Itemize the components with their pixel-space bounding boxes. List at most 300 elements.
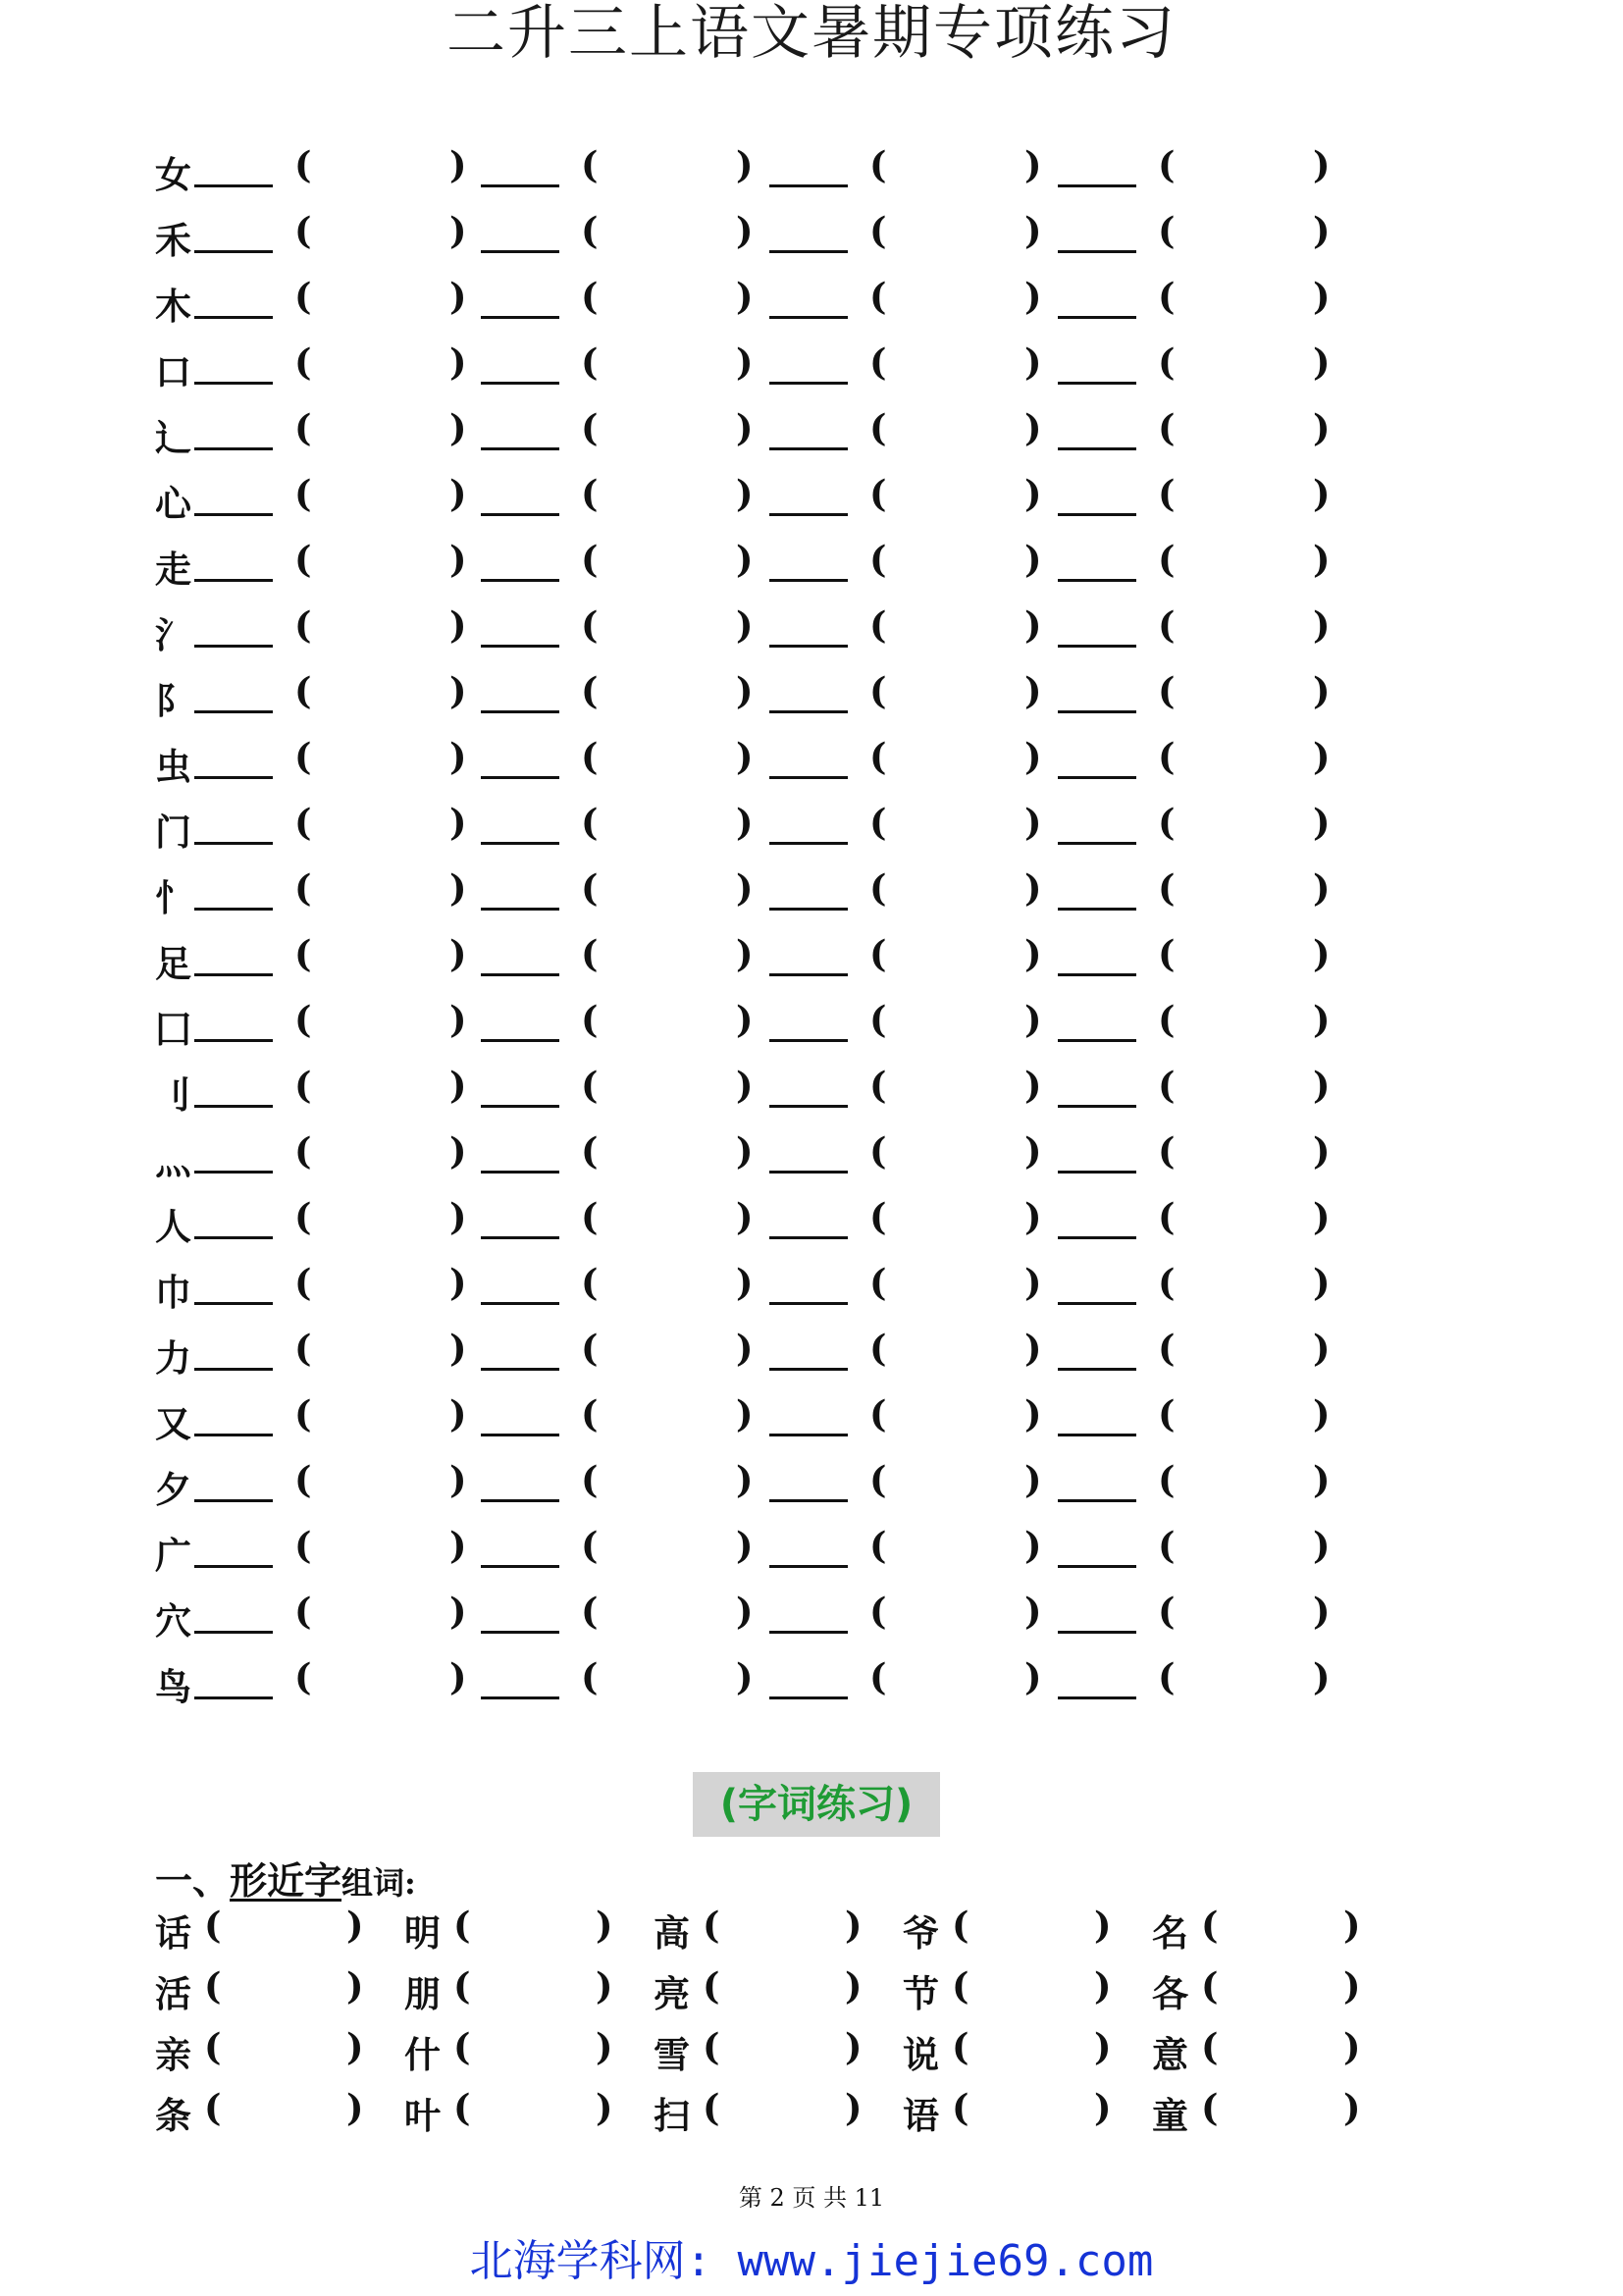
paren-close: ) bbox=[449, 406, 467, 449]
paren-open: ( bbox=[703, 2025, 720, 2068]
paren-close: ) bbox=[1024, 1261, 1042, 1304]
answer-blank[interactable] bbox=[769, 1499, 848, 1502]
radical-row bbox=[155, 331, 1431, 396]
question-suffix: 组词: bbox=[341, 1864, 416, 1902]
paren-close: ) bbox=[1313, 406, 1331, 449]
answer-blank[interactable] bbox=[481, 1631, 559, 1634]
answer-blank[interactable] bbox=[1058, 447, 1136, 450]
paren-open: ( bbox=[294, 1458, 312, 1501]
paren-close: ) bbox=[1313, 1261, 1331, 1304]
paren-open: ( bbox=[952, 1964, 969, 2008]
paren-close: ) bbox=[449, 735, 467, 778]
answer-blank[interactable] bbox=[769, 842, 848, 845]
paren-close: ) bbox=[449, 1195, 467, 1238]
paren-close: ) bbox=[1313, 1064, 1331, 1107]
paren-close: ) bbox=[736, 406, 754, 449]
paren-open: ( bbox=[869, 1261, 887, 1304]
answer-blank[interactable] bbox=[481, 579, 559, 582]
answer-blank[interactable] bbox=[1058, 842, 1136, 845]
paren-open: ( bbox=[869, 209, 887, 252]
answer-blank[interactable] bbox=[194, 1039, 273, 1042]
radical-char: 刂 bbox=[155, 1073, 191, 1117]
answer-blank[interactable] bbox=[769, 579, 848, 582]
paren-open: ( bbox=[869, 406, 887, 449]
paren-open: ( bbox=[204, 1904, 222, 1947]
paren-close: ) bbox=[736, 143, 754, 186]
paren-close: ) bbox=[449, 1261, 467, 1304]
answer-blank[interactable] bbox=[481, 250, 559, 253]
answer-blank[interactable] bbox=[194, 1302, 273, 1305]
radical-row bbox=[155, 791, 1431, 857]
paren-open: ( bbox=[869, 801, 887, 844]
paren-open: ( bbox=[294, 209, 312, 252]
paren-close: ) bbox=[1024, 1064, 1042, 1107]
paren-close: ) bbox=[449, 1524, 467, 1567]
answer-blank[interactable] bbox=[1058, 382, 1136, 385]
paren-close: ) bbox=[736, 1129, 754, 1173]
answer-blank[interactable] bbox=[769, 1302, 848, 1305]
answer-blank[interactable] bbox=[194, 184, 273, 187]
paren-open: ( bbox=[1158, 1458, 1176, 1501]
paren-close: ) bbox=[1024, 340, 1042, 384]
answer-blank[interactable] bbox=[769, 447, 848, 450]
answer-blank[interactable] bbox=[1058, 973, 1136, 976]
paren-open: ( bbox=[204, 2086, 222, 2129]
paren-open: ( bbox=[869, 472, 887, 515]
paren-open: ( bbox=[869, 1064, 887, 1107]
paren-close: ) bbox=[736, 1524, 754, 1567]
answer-blank[interactable] bbox=[769, 776, 848, 779]
radical-row bbox=[155, 1251, 1431, 1317]
answer-blank[interactable] bbox=[194, 908, 273, 911]
answer-blank[interactable] bbox=[481, 710, 559, 713]
answer-blank[interactable] bbox=[194, 316, 273, 319]
paren-close: ) bbox=[346, 2086, 364, 2129]
paren-close: ) bbox=[1313, 1327, 1331, 1370]
paren-open: ( bbox=[1158, 538, 1176, 581]
paren-close: ) bbox=[1024, 1195, 1042, 1238]
answer-blank[interactable] bbox=[1058, 1434, 1136, 1436]
word-char: 说 bbox=[903, 2033, 939, 2076]
answer-blank[interactable] bbox=[1058, 1302, 1136, 1305]
answer-blank[interactable] bbox=[769, 184, 848, 187]
paren-close: ) bbox=[1024, 669, 1042, 712]
paren-close: ) bbox=[449, 275, 467, 318]
word-char: 什 bbox=[404, 2033, 441, 2076]
answer-blank[interactable] bbox=[769, 1039, 848, 1042]
answer-blank[interactable] bbox=[481, 973, 559, 976]
paren-close: ) bbox=[1024, 472, 1042, 515]
answer-blank[interactable] bbox=[481, 1696, 559, 1699]
section-header: (字词练习) bbox=[693, 1772, 940, 1837]
answer-blank[interactable] bbox=[1058, 1565, 1136, 1568]
paren-close: ) bbox=[845, 2025, 863, 2068]
paren-close: ) bbox=[449, 209, 467, 252]
paren-close: ) bbox=[1313, 340, 1331, 384]
radical-row bbox=[155, 725, 1431, 791]
paren-close: ) bbox=[1024, 1458, 1042, 1501]
word-char: 条 bbox=[155, 2094, 191, 2137]
paren-close: ) bbox=[449, 1590, 467, 1633]
paren-open: ( bbox=[869, 932, 887, 975]
paren-open: ( bbox=[294, 538, 312, 581]
answer-blank[interactable] bbox=[194, 842, 273, 845]
answer-blank[interactable] bbox=[769, 316, 848, 319]
paren-close: ) bbox=[1024, 143, 1042, 186]
answer-blank[interactable] bbox=[481, 1302, 559, 1305]
paren-open: ( bbox=[869, 538, 887, 581]
paren-close: ) bbox=[346, 1904, 364, 1947]
paren-open: ( bbox=[294, 406, 312, 449]
radical-char: 穴 bbox=[155, 1599, 191, 1643]
paren-open: ( bbox=[294, 472, 312, 515]
paren-open: ( bbox=[952, 1904, 969, 1947]
paren-close: ) bbox=[1313, 538, 1331, 581]
paren-open: ( bbox=[581, 340, 599, 384]
paren-open: ( bbox=[1158, 603, 1176, 647]
paren-open: ( bbox=[453, 1964, 471, 2008]
word-char: 扫 bbox=[654, 2094, 690, 2137]
paren-close: ) bbox=[1313, 1524, 1331, 1567]
site-watermark: 北海学科网: www.jiejie69.com bbox=[469, 2236, 1154, 2286]
answer-blank[interactable] bbox=[481, 908, 559, 911]
answer-blank[interactable] bbox=[481, 316, 559, 319]
radical-char: 忄 bbox=[155, 876, 191, 919]
paren-close: ) bbox=[736, 801, 754, 844]
paren-open: ( bbox=[1158, 1524, 1176, 1567]
radical-row bbox=[155, 594, 1431, 659]
answer-blank[interactable] bbox=[194, 1565, 273, 1568]
answer-blank[interactable] bbox=[769, 1171, 848, 1174]
paren-open: ( bbox=[581, 735, 599, 778]
paren-open: ( bbox=[952, 2086, 969, 2129]
paren-open: ( bbox=[581, 1327, 599, 1370]
page-title: 二升三上语文暑期专项练习 bbox=[446, 0, 1177, 68]
word-char: 名 bbox=[1152, 1911, 1188, 1955]
answer-blank[interactable] bbox=[769, 1434, 848, 1436]
answer-blank[interactable] bbox=[769, 1631, 848, 1634]
paren-open: ( bbox=[294, 1195, 312, 1238]
word-char: 亮 bbox=[654, 1972, 690, 2015]
paren-close: ) bbox=[1024, 406, 1042, 449]
answer-blank[interactable] bbox=[1058, 1171, 1136, 1174]
answer-blank[interactable] bbox=[194, 250, 273, 253]
paren-open: ( bbox=[869, 669, 887, 712]
paren-close: ) bbox=[1313, 1392, 1331, 1435]
answer-blank[interactable] bbox=[769, 513, 848, 516]
answer-blank[interactable] bbox=[769, 645, 848, 648]
answer-blank[interactable] bbox=[481, 1368, 559, 1371]
answer-blank[interactable] bbox=[1058, 1105, 1136, 1108]
paren-close: ) bbox=[1313, 1458, 1331, 1501]
answer-blank[interactable] bbox=[194, 513, 273, 516]
answer-blank[interactable] bbox=[481, 776, 559, 779]
answer-blank[interactable] bbox=[481, 382, 559, 385]
paren-close: ) bbox=[1313, 735, 1331, 778]
paren-open: ( bbox=[1158, 932, 1176, 975]
answer-blank[interactable] bbox=[194, 710, 273, 713]
paren-open: ( bbox=[1158, 669, 1176, 712]
answer-blank[interactable] bbox=[481, 447, 559, 450]
answer-blank[interactable] bbox=[194, 1236, 273, 1239]
radical-char: 女 bbox=[155, 153, 191, 196]
paren-open: ( bbox=[1158, 998, 1176, 1041]
paren-open: ( bbox=[453, 1904, 471, 1947]
answer-blank[interactable] bbox=[769, 1565, 848, 1568]
paren-close: ) bbox=[736, 1261, 754, 1304]
radical-row bbox=[155, 396, 1431, 462]
paren-close: ) bbox=[1024, 1524, 1042, 1567]
paren-close: ) bbox=[1094, 2025, 1112, 2068]
paren-close: ) bbox=[1094, 2086, 1112, 2129]
paren-close: ) bbox=[346, 2025, 364, 2068]
answer-blank[interactable] bbox=[1058, 1039, 1136, 1042]
answer-blank[interactable] bbox=[481, 184, 559, 187]
paren-open: ( bbox=[294, 340, 312, 384]
paren-close: ) bbox=[1024, 1392, 1042, 1435]
radical-row bbox=[155, 857, 1431, 922]
paren-close: ) bbox=[449, 340, 467, 384]
radical-char: 氵 bbox=[155, 613, 191, 656]
paren-open: ( bbox=[1158, 1064, 1176, 1107]
answer-blank[interactable] bbox=[481, 645, 559, 648]
paren-close: ) bbox=[1024, 1590, 1042, 1633]
paren-close: ) bbox=[736, 1327, 754, 1370]
paren-open: ( bbox=[1158, 1392, 1176, 1435]
paren-open: ( bbox=[294, 143, 312, 186]
radical-row bbox=[155, 1645, 1431, 1711]
answer-blank[interactable] bbox=[1058, 1368, 1136, 1371]
radical-row bbox=[155, 1383, 1431, 1448]
word-char: 亲 bbox=[155, 2033, 191, 2076]
answer-blank[interactable] bbox=[769, 382, 848, 385]
radical-char: 走 bbox=[155, 548, 191, 591]
paren-open: ( bbox=[1158, 801, 1176, 844]
paren-open: ( bbox=[581, 801, 599, 844]
word-char: 童 bbox=[1152, 2094, 1188, 2137]
paren-close: ) bbox=[1313, 472, 1331, 515]
paren-close: ) bbox=[596, 2025, 613, 2068]
paren-close: ) bbox=[736, 538, 754, 581]
answer-blank[interactable] bbox=[769, 710, 848, 713]
word-char: 朋 bbox=[404, 1972, 441, 2015]
paren-open: ( bbox=[294, 1064, 312, 1107]
radical-row bbox=[155, 659, 1431, 725]
paren-open: ( bbox=[294, 932, 312, 975]
paren-open: ( bbox=[1158, 1195, 1176, 1238]
answer-blank[interactable] bbox=[1058, 1499, 1136, 1502]
answer-blank[interactable] bbox=[481, 1434, 559, 1436]
answer-blank[interactable] bbox=[769, 973, 848, 976]
paren-open: ( bbox=[581, 1655, 599, 1698]
answer-blank[interactable] bbox=[194, 579, 273, 582]
word-char: 话 bbox=[155, 1911, 191, 1955]
paren-open: ( bbox=[1158, 340, 1176, 384]
radical-row bbox=[155, 1317, 1431, 1383]
paren-open: ( bbox=[581, 1590, 599, 1633]
radical-row bbox=[155, 199, 1431, 265]
radical-char: 鸟 bbox=[155, 1665, 191, 1708]
paren-open: ( bbox=[703, 2086, 720, 2129]
paren-close: ) bbox=[1313, 1195, 1331, 1238]
answer-blank[interactable] bbox=[481, 1171, 559, 1174]
answer-blank[interactable] bbox=[194, 1499, 273, 1502]
answer-blank[interactable] bbox=[481, 1565, 559, 1568]
answer-blank[interactable] bbox=[194, 1696, 273, 1699]
paren-close: ) bbox=[449, 669, 467, 712]
answer-blank[interactable] bbox=[194, 382, 273, 385]
paren-close: ) bbox=[736, 866, 754, 910]
paren-close: ) bbox=[449, 1392, 467, 1435]
paren-close: ) bbox=[1313, 143, 1331, 186]
answer-blank[interactable] bbox=[194, 776, 273, 779]
radical-char: 人 bbox=[155, 1205, 191, 1248]
paren-close: ) bbox=[736, 998, 754, 1041]
answer-blank[interactable] bbox=[481, 1236, 559, 1239]
paren-close: ) bbox=[1313, 669, 1331, 712]
paren-open: ( bbox=[581, 538, 599, 581]
answer-blank[interactable] bbox=[194, 1434, 273, 1436]
paren-open: ( bbox=[581, 209, 599, 252]
paren-open: ( bbox=[294, 866, 312, 910]
paren-open: ( bbox=[703, 1964, 720, 2008]
question-emphasis: 形近字 bbox=[230, 1858, 342, 1903]
paren-close: ) bbox=[1024, 998, 1042, 1041]
radical-char: 夕 bbox=[155, 1468, 191, 1511]
paren-close: ) bbox=[1343, 2086, 1361, 2129]
paren-close: ) bbox=[1313, 801, 1331, 844]
answer-blank[interactable] bbox=[769, 250, 848, 253]
answer-blank[interactable] bbox=[1058, 316, 1136, 319]
paren-open: ( bbox=[204, 2025, 222, 2068]
paren-open: ( bbox=[1158, 866, 1176, 910]
paren-close: ) bbox=[596, 2086, 613, 2129]
answer-blank[interactable] bbox=[481, 1039, 559, 1042]
paren-open: ( bbox=[294, 1655, 312, 1698]
paren-open: ( bbox=[869, 1195, 887, 1238]
paren-close: ) bbox=[449, 866, 467, 910]
paren-open: ( bbox=[1158, 1261, 1176, 1304]
answer-blank[interactable] bbox=[1058, 908, 1136, 911]
paren-close: ) bbox=[1313, 998, 1331, 1041]
answer-blank[interactable] bbox=[1058, 1631, 1136, 1634]
paren-close: ) bbox=[1024, 932, 1042, 975]
word-char: 语 bbox=[903, 2094, 939, 2137]
answer-blank[interactable] bbox=[769, 1236, 848, 1239]
paren-close: ) bbox=[845, 1964, 863, 2008]
paren-close: ) bbox=[1313, 932, 1331, 975]
paren-open: ( bbox=[1158, 472, 1176, 515]
paren-close: ) bbox=[1313, 603, 1331, 647]
paren-open: ( bbox=[294, 1590, 312, 1633]
paren-open: ( bbox=[294, 735, 312, 778]
paren-open: ( bbox=[869, 1392, 887, 1435]
answer-blank[interactable] bbox=[769, 908, 848, 911]
word-char: 各 bbox=[1152, 1972, 1188, 2015]
answer-blank[interactable] bbox=[1058, 710, 1136, 713]
paren-close: ) bbox=[346, 1964, 364, 2008]
paren-open: ( bbox=[952, 2025, 969, 2068]
word-char: 节 bbox=[903, 1972, 939, 2015]
answer-blank[interactable] bbox=[1058, 645, 1136, 648]
answer-blank[interactable] bbox=[481, 513, 559, 516]
paren-open: ( bbox=[1158, 735, 1176, 778]
paren-close: ) bbox=[449, 1129, 467, 1173]
answer-blank[interactable] bbox=[1058, 250, 1136, 253]
answer-blank[interactable] bbox=[481, 1105, 559, 1108]
paren-open: ( bbox=[581, 1524, 599, 1567]
radical-row bbox=[155, 265, 1431, 331]
answer-blank[interactable] bbox=[1058, 1696, 1136, 1699]
paren-open: ( bbox=[294, 1327, 312, 1370]
paren-close: ) bbox=[1313, 1590, 1331, 1633]
answer-blank[interactable] bbox=[769, 1105, 848, 1108]
paren-open: ( bbox=[869, 340, 887, 384]
answer-blank[interactable] bbox=[481, 842, 559, 845]
paren-open: ( bbox=[1158, 275, 1176, 318]
paren-open: ( bbox=[869, 1327, 887, 1370]
radical-char: 阝 bbox=[155, 679, 191, 722]
answer-blank[interactable] bbox=[1058, 1236, 1136, 1239]
paren-open: ( bbox=[294, 1129, 312, 1173]
paren-close: ) bbox=[449, 1458, 467, 1501]
answer-blank[interactable] bbox=[194, 1368, 273, 1371]
paren-open: ( bbox=[294, 275, 312, 318]
paren-close: ) bbox=[736, 472, 754, 515]
answer-blank[interactable] bbox=[1058, 513, 1136, 516]
paren-close: ) bbox=[845, 2086, 863, 2129]
paren-close: ) bbox=[736, 340, 754, 384]
answer-blank[interactable] bbox=[194, 645, 273, 648]
paren-close: ) bbox=[449, 932, 467, 975]
answer-blank[interactable] bbox=[194, 447, 273, 450]
answer-blank[interactable] bbox=[194, 1171, 273, 1174]
paren-close: ) bbox=[1024, 866, 1042, 910]
answer-blank[interactable] bbox=[194, 1105, 273, 1108]
paren-open: ( bbox=[581, 1261, 599, 1304]
word-char: 明 bbox=[404, 1911, 441, 1955]
radical-row bbox=[155, 922, 1431, 988]
paren-open: ( bbox=[581, 1064, 599, 1107]
paren-open: ( bbox=[1158, 1590, 1176, 1633]
word-char: 爷 bbox=[903, 1911, 939, 1955]
answer-blank[interactable] bbox=[769, 1368, 848, 1371]
radical-row bbox=[155, 1448, 1431, 1514]
paren-open: ( bbox=[1158, 1129, 1176, 1173]
answer-blank[interactable] bbox=[194, 1631, 273, 1634]
word-char: 高 bbox=[654, 1911, 690, 1955]
paren-close: ) bbox=[736, 275, 754, 318]
answer-blank[interactable] bbox=[1058, 776, 1136, 779]
paren-close: ) bbox=[1313, 866, 1331, 910]
paren-close: ) bbox=[1313, 209, 1331, 252]
paren-close: ) bbox=[449, 538, 467, 581]
paren-open: ( bbox=[1158, 1327, 1176, 1370]
answer-blank[interactable] bbox=[194, 973, 273, 976]
paren-close: ) bbox=[1094, 1904, 1112, 1947]
answer-blank[interactable] bbox=[1058, 579, 1136, 582]
paren-open: ( bbox=[581, 866, 599, 910]
answer-blank[interactable] bbox=[1058, 184, 1136, 187]
paren-close: ) bbox=[736, 669, 754, 712]
paren-open: ( bbox=[869, 1524, 887, 1567]
paren-open: ( bbox=[1158, 143, 1176, 186]
answer-blank[interactable] bbox=[769, 1696, 848, 1699]
paren-open: ( bbox=[1158, 406, 1176, 449]
paren-close: ) bbox=[449, 472, 467, 515]
answer-blank[interactable] bbox=[481, 1499, 559, 1502]
paren-open: ( bbox=[869, 1458, 887, 1501]
